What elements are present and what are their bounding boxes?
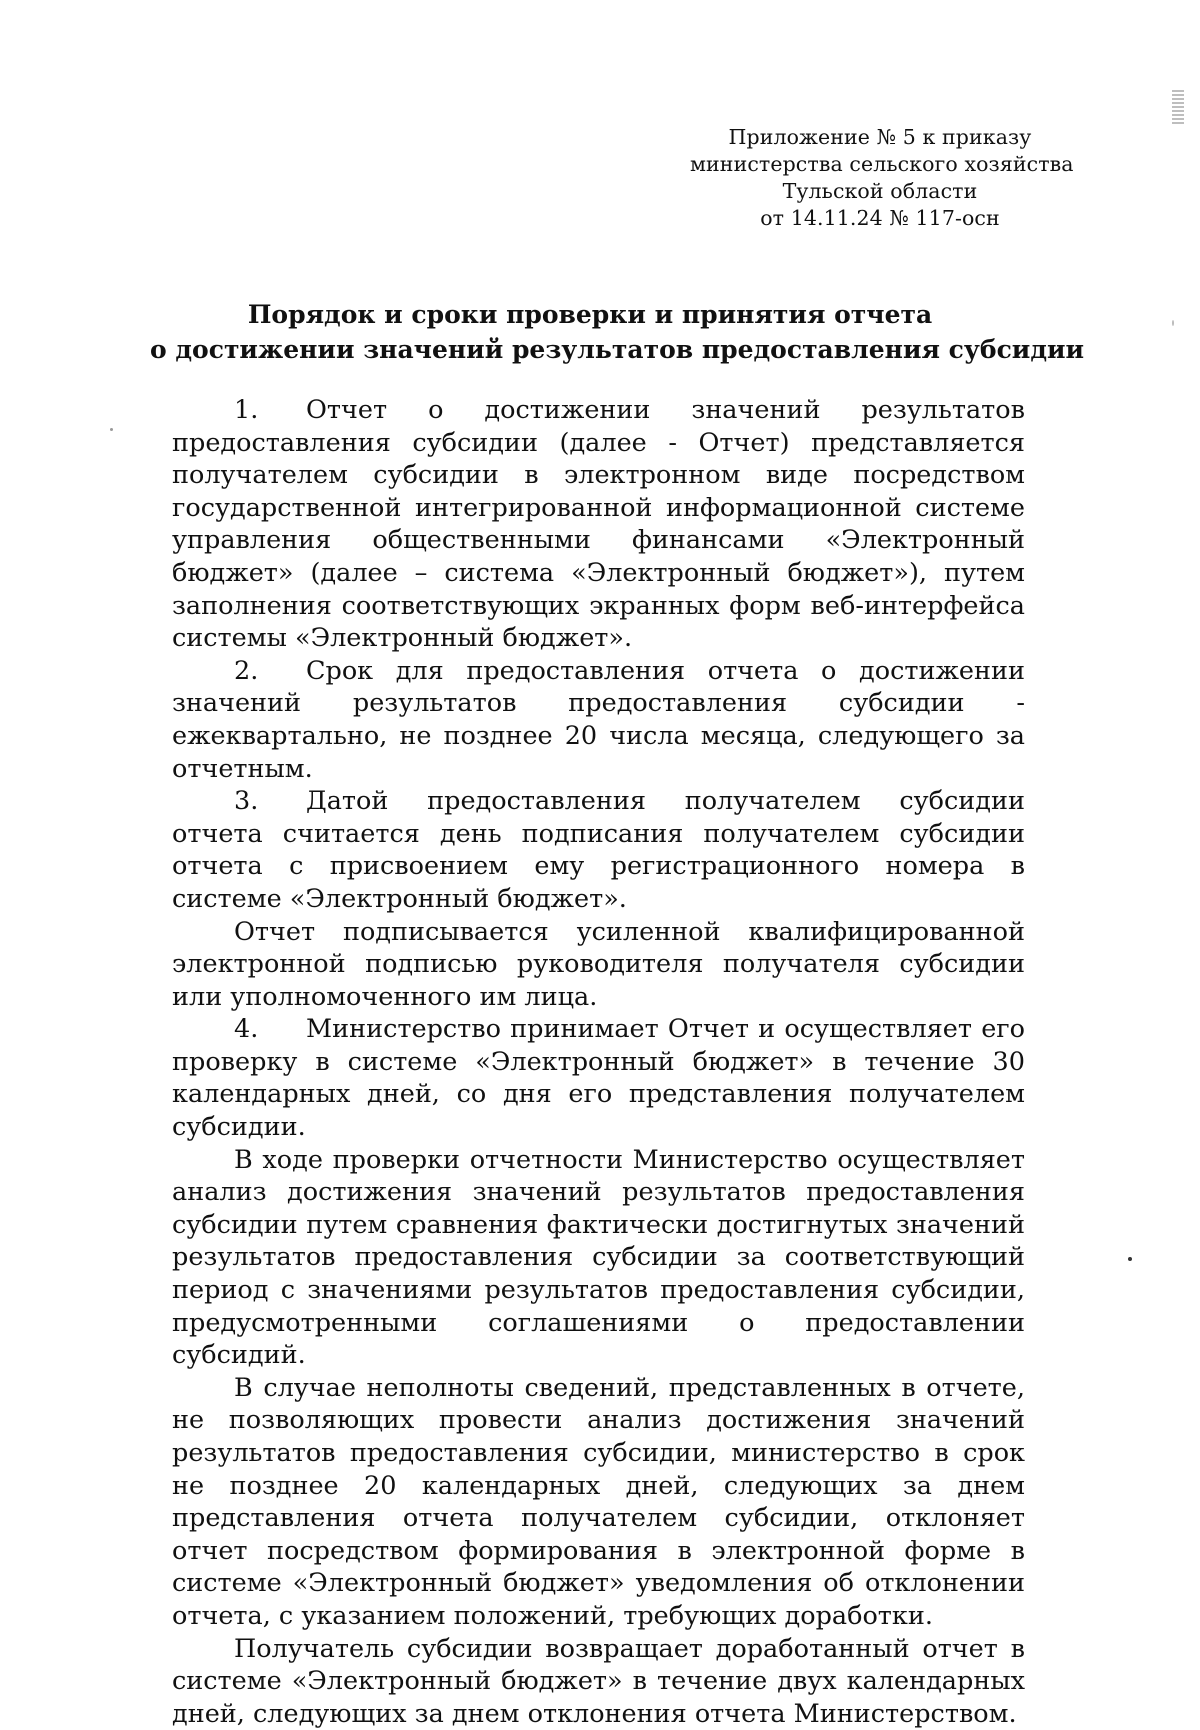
paragraph-text: В ходе проверки отчетности Министерство осуществляет анализ достижения значений результатов предоставления субсидии путем сравнения фактически достигнутых значений результатов предоставления субсидии за соответствующий период с значениями результатов предоставления субсидии, предусмотренными соглашениями о предоставлении субсидий. (172, 1144, 1025, 1371)
paragraph (172, 916, 1025, 1014)
appendix-header-line: от 14.11.24 № 117-осн (760, 206, 1000, 230)
paragraph-text: Отчет о достижении значений результатов предоставления субсидии (далее - Отчет) представляется получателем субсидии в электронном виде посредством государственной интегрированной информационной системе управления общественными финансами «Электронный бюджет» (далее – система «Электронный бюджет»), путем заполнения соответствующих экранных форм веб-интерфейса системы «Электронный бюджет». (172, 395, 1025, 654)
numbered-paragraph (172, 785, 1025, 915)
document-title-line: Порядок и сроки проверки и принятия отчета (247, 300, 933, 329)
scan-speck (1172, 320, 1174, 326)
paragraph (172, 1372, 1025, 1633)
numbered-paragraph (172, 394, 1025, 655)
appendix-header-line: Тульской области (782, 179, 978, 203)
paragraph-number: 4. (234, 1014, 259, 1045)
paragraph-number: 3. (234, 786, 259, 817)
paragraph-number: 2. (234, 655, 259, 686)
document-title-line: о достижении значений результатов предоставления субсидии (150, 335, 1085, 364)
document-body (172, 394, 1025, 1730)
paragraph-number: 1. (234, 395, 259, 425)
paragraph (172, 1144, 1025, 1372)
paragraph-text: Отчет подписывается усиленной квалифицированной электронной подписью руководителя получателя субсидии или уполномоченного им лица. (172, 916, 1025, 1012)
paragraph-text: Срок для предоставления отчета о достижении значений результатов предоставления субсидии - ежеквартально, не позднее 20 числа месяца, следующего за отчетным. (172, 655, 1025, 784)
paragraph-text: В случае неполноты сведений, представленных в отчете, не позволяющих провести анализ достижения значений результатов предоставления субсидии, министерство в срок не позднее 20 календарных дней, следующих за днем представления отчета получателем субсидии, отклоняет отчет посредством формирования в электронной форме в системе «Электронный бюджет» уведомления об отклонении отчета, с указанием положений, требующих доработки. (172, 1372, 1025, 1631)
paragraph (172, 1633, 1025, 1730)
paragraph-text: Получатель субсидии возвращает доработанный отчет в системе «Электронный бюджет» в течение двух календарных дней, следующих за днем отклонения отчета Министерством. (172, 1633, 1025, 1729)
numbered-paragraph (172, 1013, 1025, 1143)
scan-speck (1128, 1257, 1132, 1261)
appendix-header-line: министерства сельского хозяйства (690, 152, 1074, 176)
paragraph-text: Датой предоставления получателем субсидии отчета считается день подписания получателем субсидии отчета с присвоением ему регистрационного номера в системе «Электронный бюджет». (172, 786, 1025, 914)
appendix-header (690, 124, 1074, 232)
paragraph-text: Министерство принимает Отчет и осуществляет его проверку в системе «Электронный бюджет» в течение 30 календарных дней, со дня его представления получателем субсидии. (172, 1014, 1025, 1143)
scan-speck (110, 428, 113, 431)
document-title (150, 297, 1085, 367)
appendix-header-line: Приложение № 5 к приказу (728, 125, 1032, 149)
scan-artifact (1172, 90, 1184, 124)
numbered-paragraph (172, 655, 1025, 785)
